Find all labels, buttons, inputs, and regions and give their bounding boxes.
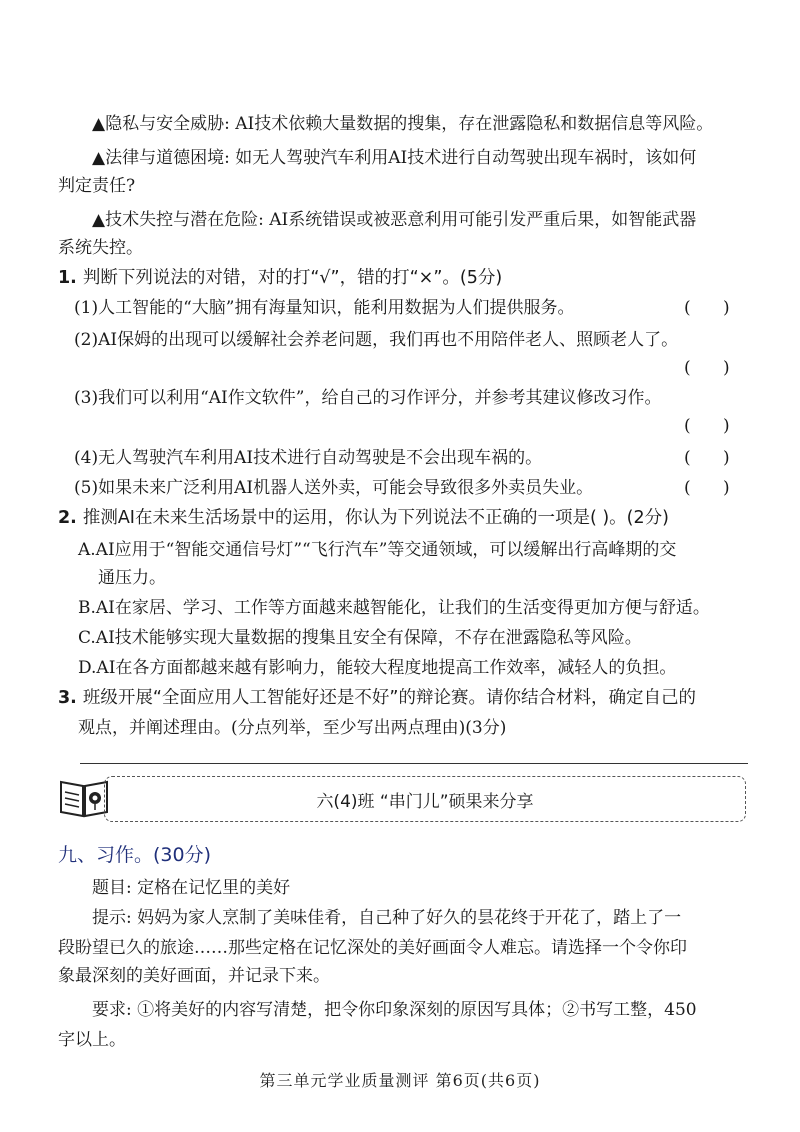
q3-title <box>58 686 696 710</box>
share-banner <box>104 776 746 822</box>
q1-item-1: (1)人工智能的“大脑”拥有海量知识，能利用数据为人们提供服务。 <box>74 298 575 318</box>
section9-requirements-2: 字以上。 <box>58 1030 126 1050</box>
q3-title-text: 班级开展“全面应用人工智能好还是不好”的辩论赛。请你结合材料，确定自己的 <box>82 688 696 708</box>
bullet-law-cont: 判定责任? <box>58 176 136 196</box>
bullet-risk: ▲技术失控与潜在危险: AI系统错误或被恶意利用可能引发严重后果，如智能武器 <box>92 210 697 230</box>
bullet-risk-cont: 系统失控。 <box>58 238 143 258</box>
q1-answer-2[interactable]: ( ) <box>684 358 730 378</box>
q1-item-2: (2)AI保姆的出现可以缓解社会养老问题，我们再也不用陪伴老人、照顾老人了。 <box>74 330 679 350</box>
section9-hint-3: 象最深刻的美好画面，并记录下来。 <box>58 966 330 986</box>
q1-title <box>58 266 502 290</box>
q1-item-5: (5)如果未来广泛利用AI机器人送外卖，可能会导致很多外卖员失业。 <box>74 478 594 498</box>
q2-number: 2. <box>58 508 77 528</box>
section9-title: 九、习作。(30分) <box>58 844 212 866</box>
q1-answer-5[interactable]: ( ) <box>684 478 730 498</box>
section9-hint-1: 提示: 妈妈为家人烹制了美味佳肴，自己种了好久的昙花终于开花了，踏上了一 <box>92 908 682 928</box>
q2-option-b[interactable]: B.AI在家居、学习、工作等方面越来越智能化，让我们的生活变得更加方便与舒适。 <box>78 598 710 618</box>
q3-title-cont: 观点，并阐述理由。(分点列举，至少写出两点理由)(3分) <box>78 718 507 738</box>
q2-option-c[interactable]: C.AI技术能够实现大量数据的搜集且安全有保障，不存在泄露隐私等风险。 <box>78 628 642 648</box>
q3-number: 3. <box>58 688 77 708</box>
section9-requirements-1: 要求: ①将美好的内容写清楚，把令你印象深刻的原因写具体；②书写工整，450 <box>92 1000 697 1020</box>
q1-title-text: 判断下列说法的对错，对的打“√”，错的打“×”。(5分) <box>82 268 503 288</box>
open-book-icon <box>57 772 111 822</box>
q1-item-3: (3)我们可以利用“AI作文软件”，给自己的习作评分，并参考其建议修改习作。 <box>74 388 662 408</box>
q1-answer-3[interactable]: ( ) <box>684 416 730 436</box>
bullet-privacy: ▲隐私与安全威胁: AI技术依赖大量数据的搜集，存在泄露隐私和数据信息等风险。 <box>92 114 714 134</box>
section9-hint-2: 段盼望已久的旅途……那些定格在记忆深处的美好画面令人难忘。请选择一个令你印 <box>58 938 687 958</box>
q2-title-text: 推测AI在未来生活场景中的运用，你认为下列说法不正确的一项是( )。(2分) <box>82 508 669 528</box>
q2-option-d[interactable]: D.AI在各方面都越来越有影响力，能较大程度地提高工作效率，减轻人的负担。 <box>78 658 677 678</box>
q2-option-a[interactable]: A.AI应用于“智能交通信号灯”“飞行汽车”等交通领域，可以缓解出行高峰期的交 <box>78 540 677 560</box>
q2-title <box>58 506 669 530</box>
page-footer: 第三单元学业质量测评 第6页(共6页) <box>259 1071 541 1090</box>
section9-topic: 题目: 定格在记忆里的美好 <box>92 878 291 898</box>
bullet-law: ▲法律与道德困境: 如无人驾驶汽车利用AI技术进行自动驾驶出现车祸时，该如何 <box>92 148 697 168</box>
q1-item-4: (4)无人驾驶汽车利用AI技术进行自动驾驶是不会出现车祸的。 <box>74 448 543 468</box>
q1-number: 1. <box>58 268 77 288</box>
q1-answer-1[interactable]: ( ) <box>684 298 730 318</box>
section-divider <box>80 763 748 764</box>
q2-option-a-cont: 通压力。 <box>98 568 166 588</box>
banner-title: 六(4)班 “串门儿”硕果来分享 <box>316 792 534 812</box>
q1-answer-4[interactable]: ( ) <box>684 448 730 468</box>
